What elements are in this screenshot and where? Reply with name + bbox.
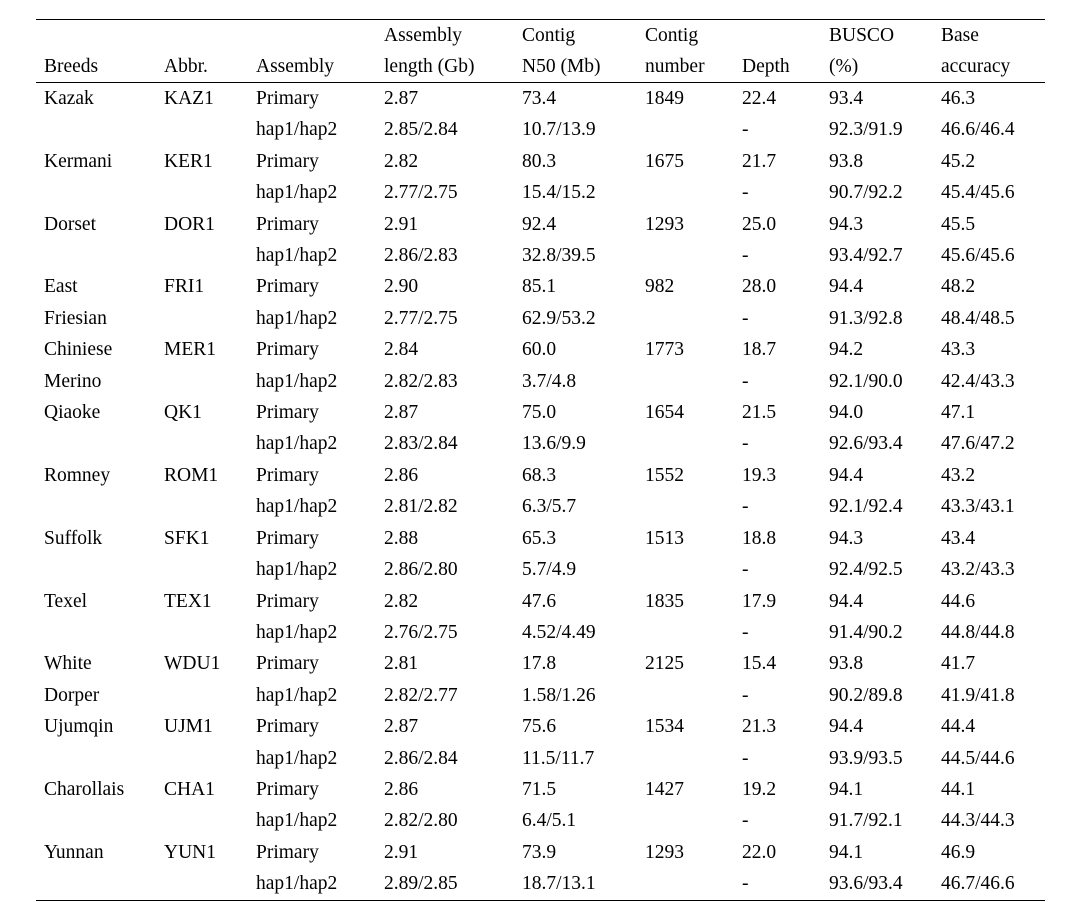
cell-depth: 19.3 <box>742 464 777 486</box>
table-row <box>36 586 1045 617</box>
cell-base-accuracy: 45.2 <box>941 150 976 172</box>
cell-abbr: DOR1 <box>164 213 215 235</box>
cell-depth: 15.4 <box>742 653 777 675</box>
cell-abbr: KER1 <box>164 150 213 172</box>
cell-busco: 92.3/91.9 <box>829 119 903 141</box>
cell-assembly: hap1/hap2 <box>256 182 338 204</box>
cell-assembly: Primary <box>256 464 319 486</box>
cell-contig-n50: 47.6 <box>522 590 557 612</box>
cell-assembly: hap1/hap2 <box>256 747 338 769</box>
cell-abbr <box>156 680 248 711</box>
table-row <box>36 460 1045 491</box>
cell-abbr: FRI1 <box>164 276 205 298</box>
cell-depth: 17.9 <box>742 590 777 612</box>
cell-breeds: Friesian <box>44 307 107 329</box>
header-assembly-length-line2: length (Gb) <box>376 51 514 83</box>
cell-assembly: hap1/hap2 <box>256 245 338 267</box>
cell-depth: 28.0 <box>742 276 777 298</box>
cell-contig-number <box>637 177 734 208</box>
cell-depth: - <box>742 621 749 643</box>
cell-breeds <box>36 491 156 522</box>
cell-depth: - <box>742 747 749 769</box>
table-row <box>36 491 1045 522</box>
cell-busco: 94.1 <box>829 841 864 863</box>
cell-contig-number: 1773 <box>645 339 684 361</box>
cell-breeds: Texel <box>44 590 88 612</box>
cell-assembly-length: 2.89/2.85 <box>376 868 514 900</box>
cell-assembly-length: 2.77/2.75 <box>384 307 458 329</box>
cell-contig-n50: 11.5/11.7 <box>522 747 595 769</box>
cell-contig-n50: 60.0 <box>522 339 557 361</box>
cell-base-accuracy: 46.6/46.4 <box>941 119 1015 141</box>
cell-assembly-length: 2.87 <box>384 88 419 109</box>
header-breeds-line2: Breeds <box>36 51 156 83</box>
cell-abbr <box>156 554 248 585</box>
cell-breeds: Kermani <box>44 150 113 172</box>
table-row <box>36 397 1045 428</box>
cell-abbr: SFK1 <box>164 527 210 549</box>
cell-contig-n50: 75.6 <box>522 716 557 738</box>
cell-contig-number: 1427 <box>645 778 684 800</box>
cell-contig-number: 1293 <box>645 213 684 235</box>
cell-busco: 91.7/92.1 <box>829 810 903 832</box>
cell-contig-number: 1534 <box>645 716 684 738</box>
cell-depth: - <box>742 119 749 141</box>
cell-base-accuracy: 44.5/44.6 <box>941 747 1015 769</box>
cell-base-accuracy: 46.9 <box>941 841 976 863</box>
cell-breeds <box>36 554 156 585</box>
header-assembly-line2: Assembly <box>248 51 376 83</box>
cell-contig-number <box>637 428 734 459</box>
cell-abbr <box>156 428 248 459</box>
cell-contig-number: 1675 <box>645 150 684 172</box>
header-breeds-line1 <box>36 20 156 52</box>
header-abbr-line1 <box>156 20 248 52</box>
cell-base-accuracy: 44.8/44.8 <box>941 621 1015 643</box>
cell-assembly-length: 2.81 <box>384 653 419 675</box>
cell-base-accuracy: 44.3/44.3 <box>941 810 1015 832</box>
cell-breeds: Dorset <box>44 213 96 235</box>
cell-base-accuracy: 47.1 <box>941 402 976 424</box>
cell-abbr <box>156 114 248 145</box>
cell-assembly-length: 2.87 <box>384 402 419 424</box>
cell-busco: 93.8 <box>829 150 864 172</box>
cell-assembly-length: 2.90 <box>384 276 419 298</box>
cell-contig-number <box>637 868 734 900</box>
cell-assembly: Primary <box>256 841 319 863</box>
table-row <box>36 743 1045 774</box>
cell-abbr <box>156 177 248 208</box>
cell-depth: - <box>742 684 749 706</box>
cell-abbr: UJM1 <box>164 716 213 738</box>
header-depth-line1 <box>734 20 821 52</box>
cell-base-accuracy: 47.6/47.2 <box>941 433 1015 455</box>
cell-depth: 18.8 <box>742 527 777 549</box>
cell-assembly: Primary <box>256 527 319 549</box>
cell-depth: 19.2 <box>742 778 777 800</box>
cell-base-accuracy: 45.6/45.6 <box>941 245 1015 267</box>
header-contig-n50-line2: N50 (Mb) <box>514 51 637 83</box>
cell-depth: 21.7 <box>742 150 777 172</box>
cell-contig-n50: 6.3/5.7 <box>522 496 577 518</box>
table-row <box>36 617 1045 648</box>
cell-abbr <box>156 240 248 271</box>
cell-abbr: YUN1 <box>164 841 216 863</box>
cell-busco: 94.3 <box>829 527 864 549</box>
cell-breeds: Yunnan <box>44 841 104 863</box>
cell-base-accuracy: 46.7/46.6 <box>933 868 1045 900</box>
cell-contig-n50: 5.7/4.9 <box>522 559 577 581</box>
cell-abbr: KAZ1 <box>164 88 214 109</box>
cell-busco: 91.3/92.8 <box>829 307 903 329</box>
cell-assembly-length: 2.86 <box>384 464 419 486</box>
cell-depth: - <box>742 559 749 581</box>
header-assembly-line1 <box>248 20 376 52</box>
cell-busco: 92.6/93.4 <box>829 433 903 455</box>
cell-base-accuracy: 43.2/43.3 <box>941 559 1015 581</box>
cell-abbr: ROM1 <box>164 464 219 486</box>
cell-depth: 22.0 <box>742 841 777 863</box>
cell-contig-number: 2125 <box>645 653 684 675</box>
table-row <box>36 366 1045 397</box>
cell-contig-number <box>637 617 734 648</box>
cell-assembly-length: 2.86/2.83 <box>384 245 458 267</box>
cell-abbr <box>156 617 248 648</box>
table-body <box>36 83 1045 901</box>
cell-busco: 93.6/93.4 <box>821 868 933 900</box>
cell-assembly-length: 2.86/2.80 <box>384 559 458 581</box>
header-contig-number-line1: Contig <box>637 20 734 52</box>
cell-base-accuracy: 43.3 <box>941 339 976 361</box>
cell-contig-number: 1835 <box>645 590 684 612</box>
cell-breeds: Kazak <box>44 88 94 109</box>
cell-depth: - <box>742 496 749 518</box>
cell-busco: 94.2 <box>829 339 864 361</box>
cell-assembly: Primary <box>256 276 319 298</box>
cell-assembly-length: 2.85/2.84 <box>384 119 458 141</box>
cell-base-accuracy: 43.2 <box>941 464 976 486</box>
cell-breeds <box>36 743 156 774</box>
cell-assembly: Primary <box>256 339 319 361</box>
cell-busco: 91.4/90.2 <box>829 621 903 643</box>
cell-contig-number <box>637 680 734 711</box>
cell-abbr <box>156 805 248 836</box>
cell-assembly-length: 2.83/2.84 <box>384 433 458 455</box>
cell-assembly: Primary <box>256 213 319 235</box>
cell-contig-n50: 17.8 <box>522 653 557 675</box>
cell-assembly: hap1/hap2 <box>256 307 338 329</box>
cell-assembly-length: 2.91 <box>384 841 419 863</box>
header-contig-number-line2: number <box>637 51 734 83</box>
cell-assembly-length: 2.86/2.84 <box>384 747 458 769</box>
cell-contig-n50: 85.1 <box>522 276 557 298</box>
cell-assembly-length: 2.77/2.75 <box>384 182 458 204</box>
assembly-statistics-table <box>36 19 1045 901</box>
cell-busco: 94.3 <box>829 213 864 235</box>
cell-contig-n50: 3.7/4.8 <box>522 370 577 392</box>
cell-base-accuracy: 45.4/45.6 <box>941 182 1015 204</box>
cell-contig-n50: 73.9 <box>522 841 557 863</box>
cell-contig-n50: 75.0 <box>522 402 557 424</box>
cell-assembly: hap1/hap2 <box>256 496 338 518</box>
cell-abbr <box>156 743 248 774</box>
cell-contig-n50: 13.6/9.9 <box>522 433 586 455</box>
table-row <box>36 334 1045 365</box>
cell-busco: 94.1 <box>829 778 864 800</box>
cell-breeds: Dorper <box>44 684 100 706</box>
cell-busco: 94.0 <box>829 402 864 424</box>
cell-assembly-length: 2.91 <box>384 213 419 235</box>
cell-breeds: East <box>44 276 78 298</box>
cell-breeds <box>36 428 156 459</box>
cell-breeds: Merino <box>44 370 102 392</box>
cell-base-accuracy: 41.9/41.8 <box>941 684 1015 706</box>
cell-depth: - <box>742 810 749 832</box>
cell-assembly-length: 2.86 <box>384 778 419 800</box>
cell-base-accuracy: 44.4 <box>941 716 976 738</box>
cell-abbr <box>156 868 248 900</box>
table-row <box>36 774 1045 805</box>
cell-assembly: Primary <box>256 150 319 172</box>
cell-abbr: WDU1 <box>164 653 221 675</box>
table-row <box>36 240 1045 271</box>
table-row <box>36 83 1045 115</box>
cell-contig-n50: 32.8/39.5 <box>522 245 596 267</box>
table-row <box>36 428 1045 459</box>
cell-depth: - <box>734 868 821 900</box>
header-base-accuracy-line2: accuracy <box>933 51 1045 83</box>
cell-busco: 93.4/92.7 <box>829 245 903 267</box>
cell-assembly: hap1/hap2 <box>256 370 338 392</box>
cell-base-accuracy: 46.3 <box>941 88 976 109</box>
cell-busco: 92.1/92.4 <box>829 496 903 518</box>
cell-base-accuracy: 43.4 <box>941 527 976 549</box>
table-row <box>36 680 1045 711</box>
cell-abbr <box>156 491 248 522</box>
cell-assembly: hap1/hap2 <box>256 433 338 455</box>
header-busco-line1: BUSCO <box>821 20 933 52</box>
cell-assembly: hap1/hap2 <box>256 621 338 643</box>
cell-busco: 92.1/90.0 <box>829 370 903 392</box>
cell-breeds <box>36 805 156 836</box>
cell-assembly: Primary <box>256 778 319 800</box>
cell-breeds: Ujumqin <box>44 716 114 738</box>
table-row <box>36 711 1045 742</box>
cell-contig-n50: 15.4/15.2 <box>522 182 596 204</box>
cell-abbr: MER1 <box>164 339 217 361</box>
cell-assembly-length: 2.84 <box>384 339 419 361</box>
cell-assembly-length: 2.76/2.75 <box>384 621 458 643</box>
cell-base-accuracy: 41.7 <box>941 653 976 675</box>
cell-busco: 90.7/92.2 <box>829 182 903 204</box>
cell-busco: 94.4 <box>829 590 864 612</box>
cell-abbr <box>156 366 248 397</box>
cell-contig-number: 1552 <box>645 464 684 486</box>
cell-base-accuracy: 45.5 <box>941 213 976 235</box>
cell-assembly-length: 2.82/2.77 <box>384 684 458 706</box>
cell-assembly-length: 2.82 <box>384 590 419 612</box>
header-row-lower <box>36 51 1045 83</box>
cell-contig-number <box>637 491 734 522</box>
cell-contig-number <box>637 114 734 145</box>
cell-abbr <box>156 303 248 334</box>
cell-contig-n50: 71.5 <box>522 778 557 800</box>
cell-busco: 92.4/92.5 <box>829 559 903 581</box>
cell-breeds <box>36 240 156 271</box>
header-base-accuracy-line1: Base <box>933 20 1045 52</box>
table-row <box>36 177 1045 208</box>
cell-breeds <box>36 114 156 145</box>
cell-breeds <box>36 177 156 208</box>
cell-breeds: Romney <box>44 464 111 486</box>
cell-contig-number <box>637 805 734 836</box>
cell-depth: - <box>742 245 749 267</box>
table-row <box>36 146 1045 177</box>
cell-assembly: Primary <box>256 88 319 109</box>
table-row <box>36 554 1045 585</box>
cell-abbr: TEX1 <box>164 590 212 612</box>
cell-assembly: hap1/hap2 <box>256 810 338 832</box>
cell-abbr: CHA1 <box>164 778 215 800</box>
cell-busco: 90.2/89.8 <box>829 684 903 706</box>
cell-contig-n50: 62.9/53.2 <box>522 307 596 329</box>
cell-depth: - <box>742 182 749 204</box>
cell-contig-n50: 6.4/5.1 <box>522 810 577 832</box>
cell-contig-n50: 80.3 <box>522 150 557 172</box>
cell-contig-number <box>637 303 734 334</box>
cell-base-accuracy: 48.2 <box>941 276 976 298</box>
cell-depth: - <box>742 433 749 455</box>
cell-contig-n50: 73.4 <box>522 88 557 109</box>
cell-busco: 93.4 <box>829 88 864 109</box>
cell-contig-n50: 92.4 <box>522 213 557 235</box>
assembly-table-container <box>36 19 1045 901</box>
cell-contig-n50: 1.58/1.26 <box>522 684 596 706</box>
cell-assembly-length: 2.82 <box>384 150 419 172</box>
cell-abbr: QK1 <box>164 402 202 424</box>
table-row <box>36 209 1045 240</box>
cell-assembly: hap1/hap2 <box>248 868 376 900</box>
cell-assembly: Primary <box>256 716 319 738</box>
cell-depth: 21.3 <box>742 716 777 738</box>
table-row <box>36 648 1045 679</box>
cell-assembly: Primary <box>256 653 319 675</box>
cell-contig-number: 982 <box>645 276 675 298</box>
cell-assembly-length: 2.82/2.83 <box>384 370 458 392</box>
cell-contig-n50: 4.52/4.49 <box>522 621 596 643</box>
cell-depth: 18.7 <box>742 339 777 361</box>
cell-depth: 21.5 <box>742 402 777 424</box>
cell-contig-n50: 68.3 <box>522 464 557 486</box>
cell-depth: 22.4 <box>742 88 777 109</box>
cell-assembly: hap1/hap2 <box>256 119 338 141</box>
cell-busco: 93.8 <box>829 653 864 675</box>
cell-breeds: Qiaoke <box>44 402 101 424</box>
cell-contig-number: 1293 <box>645 841 684 863</box>
cell-assembly-length: 2.88 <box>384 527 419 549</box>
cell-contig-number: 1513 <box>645 527 684 549</box>
cell-breeds: Suffolk <box>44 527 103 549</box>
cell-contig-number <box>637 743 734 774</box>
table-row <box>36 868 1045 900</box>
header-busco-line2: (%) <box>821 51 933 83</box>
header-depth-line2: Depth <box>734 51 821 83</box>
cell-assembly: hap1/hap2 <box>256 559 338 581</box>
table-header <box>36 20 1045 83</box>
table-row <box>36 303 1045 334</box>
table-row <box>36 271 1045 302</box>
header-assembly-length-line1: Assembly <box>376 20 514 52</box>
cell-assembly: Primary <box>256 590 319 612</box>
cell-busco: 93.9/93.5 <box>829 747 903 769</box>
cell-contig-number <box>637 240 734 271</box>
cell-contig-n50: 10.7/13.9 <box>522 119 596 141</box>
cell-breeds <box>36 868 156 900</box>
cell-breeds: White <box>44 653 92 675</box>
cell-assembly-length: 2.87 <box>384 716 419 738</box>
cell-depth: - <box>742 307 749 329</box>
cell-contig-number <box>637 554 734 585</box>
cell-contig-n50: 18.7/13.1 <box>514 868 637 900</box>
cell-depth: - <box>742 370 749 392</box>
cell-breeds: Charollais <box>44 778 125 800</box>
cell-busco: 94.4 <box>829 716 864 738</box>
cell-contig-number: 1654 <box>645 402 684 424</box>
table-row <box>36 837 1045 868</box>
cell-contig-n50: 65.3 <box>522 527 557 549</box>
cell-base-accuracy: 43.3/43.1 <box>941 496 1015 518</box>
cell-base-accuracy: 42.4/43.3 <box>941 370 1015 392</box>
cell-depth: 25.0 <box>742 213 777 235</box>
cell-base-accuracy: 44.6 <box>941 590 976 612</box>
cell-assembly-length: 2.81/2.82 <box>384 496 458 518</box>
cell-breeds: Chiniese <box>44 339 113 361</box>
table-row <box>36 805 1045 836</box>
cell-breeds <box>36 617 156 648</box>
cell-base-accuracy: 48.4/48.5 <box>941 307 1015 329</box>
cell-busco: 94.4 <box>829 464 864 486</box>
header-contig-n50-line1: Contig <box>514 20 637 52</box>
cell-base-accuracy: 44.1 <box>941 778 976 800</box>
cell-contig-number <box>637 366 734 397</box>
cell-contig-number: 1849 <box>645 88 684 109</box>
cell-busco: 94.4 <box>829 276 864 298</box>
cell-assembly-length: 2.82/2.80 <box>384 810 458 832</box>
cell-assembly: hap1/hap2 <box>256 684 338 706</box>
table-row <box>36 523 1045 554</box>
cell-assembly: Primary <box>256 402 319 424</box>
table-row <box>36 114 1045 145</box>
header-abbr-line2: Abbr. <box>156 51 248 83</box>
header-row-upper <box>36 20 1045 52</box>
